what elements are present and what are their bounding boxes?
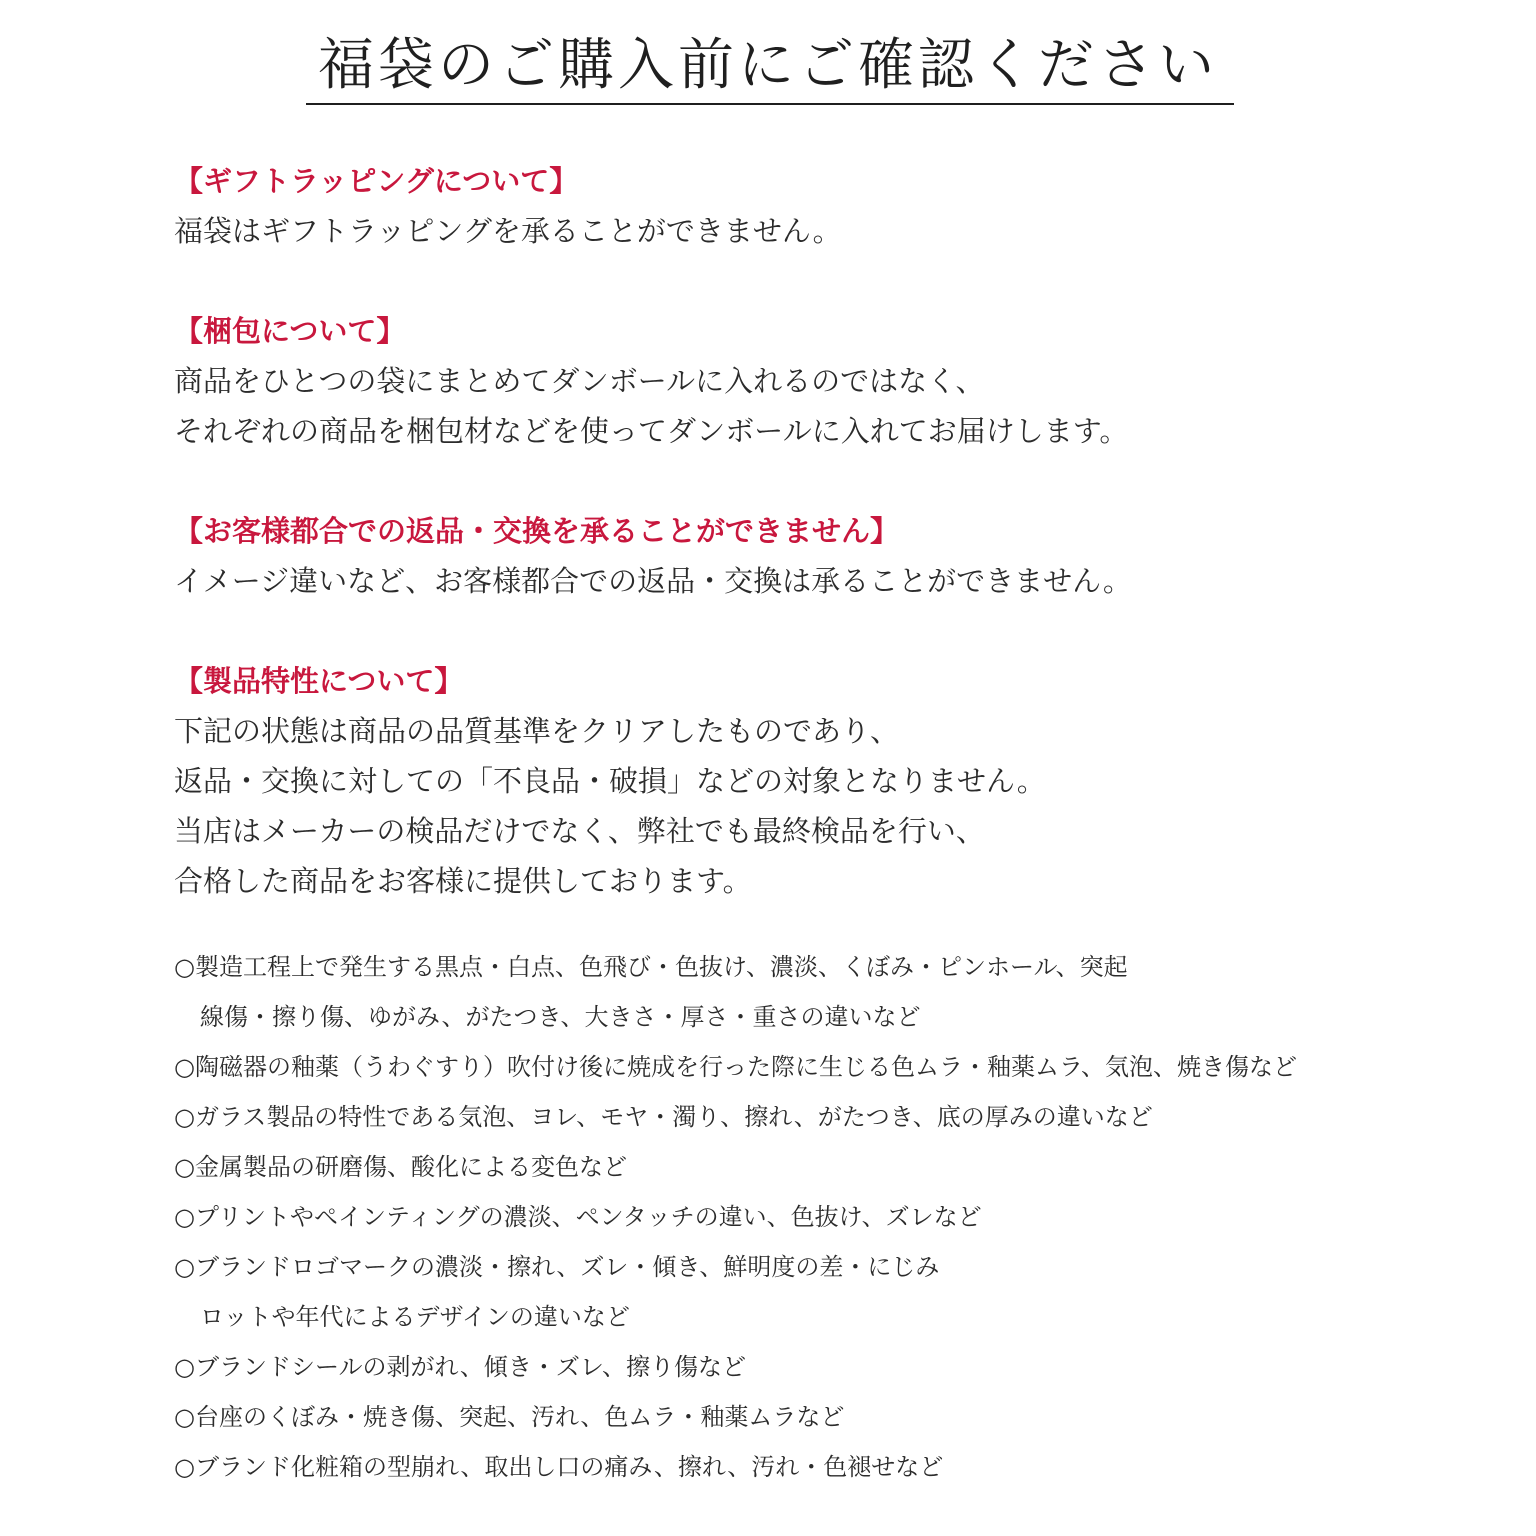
list-item: ○ガラス製品の特性である気泡、ヨレ、モヤ・濁り、擦れ、がたつき、底の厚みの違いなど (174, 1103, 1153, 1131)
list-item: ○ブランドシールの剥がれ、傾き・ズレ、擦り傷など (174, 1353, 746, 1381)
list-item: ○陶磁器の釉薬（うわぐすり）吹付け後に焼成を行った際に生じる色ムラ・釉薬ムラ、気泡、焼き傷など (174, 1053, 1298, 1081)
section-text-line: 商品をひとつの袋にまとめてダンボールに入れるのではなく、 (174, 364, 985, 398)
list-item-continuation: ロットや年代によるデザインの違いなど (200, 1303, 630, 1331)
section-text-line: それぞれの商品を梱包材などを使ってダンボールに入れてお届けします。 (174, 414, 1129, 448)
list-item: ○ブランドロゴマークの濃淡・擦れ、ズレ・傾き、鮮明度の差・にじみ (174, 1253, 940, 1281)
section-text-line: 当店はメーカーの検品だけでなく、弊社でも最終検品を行い、 (174, 814, 985, 848)
section-text-line: イメージ違いなど、お客様都合での返品・交換は承ることができません。 (174, 564, 1132, 598)
section-heading: 【製品特性について】 (174, 664, 464, 698)
section-heading: 【ギフトラッピングについて】 (174, 164, 579, 198)
section-text-line: 返品・交換に対しての「不良品・破損」などの対象となりません。 (174, 764, 1046, 798)
page-title: 福袋のご購入前にご確認ください (318, 33, 1218, 98)
section-packaging (174, 306, 1474, 456)
section-text-line: 合格した商品をお客様に提供しております。 (174, 864, 752, 898)
section-returns (174, 506, 1474, 606)
section-heading: 【お客様都合での返品・交換を承ることができません】 (174, 514, 900, 548)
title-underline (306, 103, 1234, 105)
list-item: ○製造工程上で発生する黒点・白点、色飛び・色抜け、濃淡、くぼみ・ピンホール、突起 (174, 953, 1128, 981)
characteristics-list (174, 942, 1514, 1492)
section-product-characteristics (174, 656, 1474, 906)
list-item: ○ブランド化粧箱の型崩れ、取出し口の痛み、擦れ、汚れ・色褪せなど (174, 1453, 944, 1481)
list-item: ○金属製品の研磨傷、酸化による変色など (174, 1153, 627, 1181)
section-heading: 【梱包について】 (174, 314, 406, 348)
section-text-line: 福袋はギフトラッピングを承ることができません。 (174, 214, 842, 248)
list-item: ○台座のくぼみ・焼き傷、突起、汚れ、色ムラ・釉薬ムラなど (174, 1403, 845, 1431)
section-text-line: 下記の状態は商品の品質基準をクリアしたものであり、 (174, 714, 900, 748)
section-gift-wrapping (174, 156, 1474, 256)
list-item: ○プリントやペインティングの濃淡、ペンタッチの違い、色抜け、ズレなど (174, 1203, 982, 1231)
list-item-continuation: 線傷・擦り傷、ゆがみ、がたつき、大きさ・厚さ・重さの違いなど (200, 1003, 921, 1031)
